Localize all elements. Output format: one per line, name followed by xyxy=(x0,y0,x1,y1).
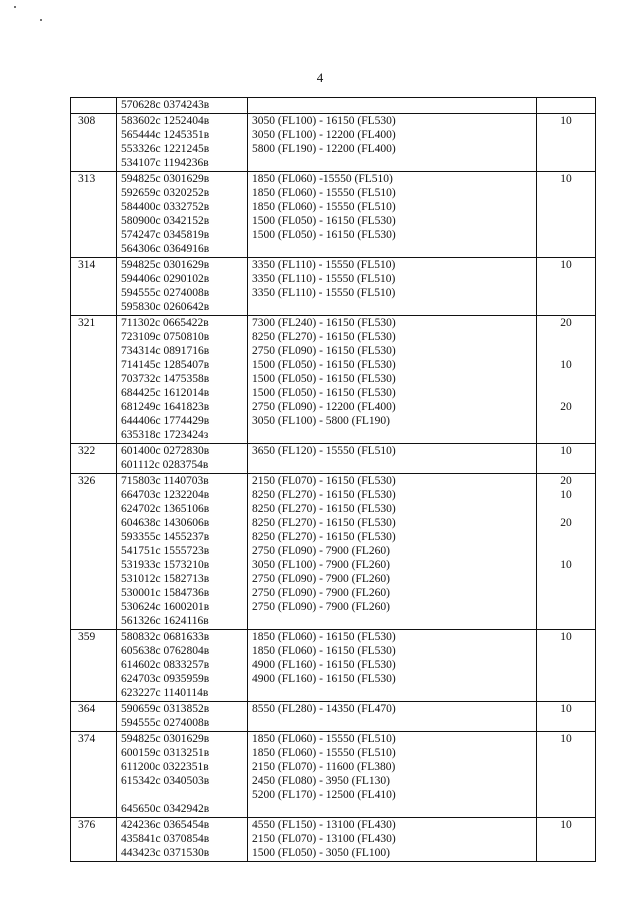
value-line xyxy=(537,644,595,658)
waypoint-cell xyxy=(117,258,248,316)
waypoint-cell xyxy=(117,818,248,862)
value-line xyxy=(537,386,595,400)
value-line xyxy=(537,846,595,860)
route-group-row xyxy=(71,98,596,114)
value-line xyxy=(537,300,595,314)
waypoint-line: 583602c 1252404в xyxy=(121,115,210,127)
value-line xyxy=(537,242,595,256)
waypoint-line: 703732c 1475358в xyxy=(121,373,210,385)
waypoint-line: 645650c 0342942в xyxy=(121,803,210,815)
value-cell xyxy=(537,702,596,732)
waypoint-line: 565444c 1245351в xyxy=(121,129,210,141)
flight-level-line: 1500 (FL050) - 16150 (FL530) xyxy=(252,359,396,371)
flight-level-line: 3050 (FL100) - 5800 (FL190) xyxy=(252,415,390,427)
flight-level-line: 1500 (FL050) - 3050 (FL100) xyxy=(252,847,390,859)
value-line xyxy=(537,760,595,774)
waypoint-line: 594825c 0301629в xyxy=(121,173,210,185)
waypoint-line: 424236c 0365454в xyxy=(121,819,210,831)
waypoint-line: 681249c 1641823в xyxy=(121,401,210,413)
flight-level-line: 3350 (FL110) - 15550 (FL510) xyxy=(252,287,396,299)
scan-speck xyxy=(14,6,16,8)
flight-level-line: 1500 (FL050) - 16150 (FL530) xyxy=(252,215,396,227)
value-cell xyxy=(537,630,596,702)
waypoint-line: 594825c 0301629в xyxy=(121,733,210,745)
waypoint-line xyxy=(117,788,247,802)
flight-level-line: 1850 (FL060) - 15550 (FL510) xyxy=(252,747,396,759)
value-line: 10 xyxy=(560,359,572,371)
flight-level-line: 2750 (FL090) - 16150 (FL530) xyxy=(252,345,396,357)
value-line: 10 xyxy=(560,445,572,457)
waypoint-cell xyxy=(117,732,248,818)
value-line xyxy=(537,156,595,170)
waypoint-line: 593355c 1455237в xyxy=(121,531,210,543)
waypoint-line: 541751c 1555723в xyxy=(121,545,210,557)
value-line xyxy=(537,586,595,600)
waypoint-line: 590659c 0313852в xyxy=(121,703,210,715)
value-cell xyxy=(537,114,596,172)
flight-level-line: 8250 (FL270) - 16150 (FL530) xyxy=(252,531,396,543)
route-number-cell: 308 xyxy=(71,114,117,172)
waypoint-cell xyxy=(117,114,248,172)
waypoint-line: 615342c 0340503в xyxy=(121,775,210,787)
waypoint-line: 605638c 0762804в xyxy=(121,645,210,657)
value-line xyxy=(537,458,595,472)
route-number-cell: 313 xyxy=(71,172,117,258)
flight-level-line: 1500 (FL050) - 16150 (FL530) xyxy=(252,387,396,399)
route-number-cell: 376 xyxy=(71,818,117,862)
flight-level-line: 1500 (FL050) - 16150 (FL530) xyxy=(252,373,396,385)
value-line xyxy=(537,614,595,628)
waypoint-line: 574247c 0345819в xyxy=(121,229,210,241)
flight-level-cell xyxy=(248,172,537,258)
flight-level-line: 2750 (FL090) - 7900 (FL260) xyxy=(252,601,390,613)
value-line: 10 xyxy=(560,489,572,501)
value-cell xyxy=(537,98,596,114)
value-line xyxy=(537,200,595,214)
flight-level-line: 8250 (FL270) - 16150 (FL530) xyxy=(252,503,396,515)
flight-level-line: 5800 (FL190) - 12200 (FL400) xyxy=(252,143,396,155)
value-cell xyxy=(537,316,596,444)
route-number-cell: 374 xyxy=(71,732,117,818)
waypoint-line: 530001c 1584736в xyxy=(121,587,210,599)
flight-level-line xyxy=(248,428,536,442)
flight-level-cell xyxy=(248,702,537,732)
waypoint-cell xyxy=(117,172,248,258)
flight-level-line: 1500 (FL050) - 16150 (FL530) xyxy=(252,229,396,241)
waypoint-cell xyxy=(117,444,248,474)
flight-level-line: 1850 (FL060) - 15550 (FL510) xyxy=(252,201,396,213)
flight-level-line: 1850 (FL060) - 15550 (FL510) xyxy=(252,187,396,199)
flight-level-line xyxy=(248,686,536,700)
waypoint-line: 530624c 1600201в xyxy=(121,601,210,613)
value-line xyxy=(537,344,595,358)
value-line xyxy=(537,746,595,760)
flight-level-line: 1850 (FL060) - 15550 (FL510) xyxy=(252,733,396,745)
waypoint-line: 624702c 1365106в xyxy=(121,503,210,515)
waypoint-line: 584400c 0332752в xyxy=(121,201,210,213)
flight-level-cell xyxy=(248,630,537,702)
waypoint-line: 714145c 1285407в xyxy=(121,359,210,371)
flight-level-cell xyxy=(248,98,537,114)
route-group-row xyxy=(71,258,596,316)
flight-level-cell xyxy=(248,114,537,172)
value-line xyxy=(537,414,595,428)
flight-level-line xyxy=(248,98,536,112)
route-group-row xyxy=(71,630,596,702)
value-line xyxy=(537,572,595,586)
scan-speck xyxy=(40,19,42,21)
waypoint-line: 595830c 0260642в xyxy=(121,301,210,313)
route-group-row xyxy=(71,444,596,474)
page-number: 4 xyxy=(316,70,324,85)
flight-level-line xyxy=(248,614,536,628)
value-cell xyxy=(537,474,596,630)
waypoint-line: 664703c 1232204в xyxy=(121,489,210,501)
value-line: 10 xyxy=(560,819,572,831)
route-number-cell: 364 xyxy=(71,702,117,732)
flight-level-line: 4550 (FL150) - 13100 (FL430) xyxy=(252,819,396,831)
route-number-cell xyxy=(71,98,117,114)
flight-level-line: 3050 (FL100) - 7900 (FL260) xyxy=(252,559,390,571)
waypoint-line: 723109c 0750810в xyxy=(121,331,210,343)
waypoint-cell xyxy=(117,630,248,702)
flight-level-line: 2750 (FL090) - 7900 (FL260) xyxy=(252,587,390,599)
waypoint-cell xyxy=(117,98,248,114)
value-line: 10 xyxy=(560,733,572,745)
flight-level-line: 3650 (FL120) - 15550 (FL510) xyxy=(252,445,396,457)
flight-level-line xyxy=(248,156,536,170)
flight-level-line: 8550 (FL280) - 14350 (FL470) xyxy=(252,703,396,715)
waypoint-line: 594825c 0301629в xyxy=(121,259,210,271)
route-group-row xyxy=(71,114,596,172)
flight-level-line xyxy=(248,802,536,816)
flight-level-line: 7300 (FL240) - 16150 (FL530) xyxy=(252,317,396,329)
flight-level-line: 2150 (FL070) - 16150 (FL530) xyxy=(252,475,396,487)
flight-level-cell xyxy=(248,732,537,818)
route-number-cell: 326 xyxy=(71,474,117,630)
waypoint-cell xyxy=(117,702,248,732)
waypoint-line: 561326c 1624116в xyxy=(121,615,209,627)
value-line xyxy=(537,600,595,614)
flight-level-line: 1850 (FL060) - 16150 (FL530) xyxy=(252,645,396,657)
route-table xyxy=(70,97,596,862)
flight-level-line: 8250 (FL270) - 16150 (FL530) xyxy=(252,331,396,343)
waypoint-line: 594406c 0290102в xyxy=(121,273,210,285)
value-line xyxy=(537,142,595,156)
waypoint-line: 564306c 0364916в xyxy=(121,243,210,255)
route-number-cell: 314 xyxy=(71,258,117,316)
waypoint-line: 443423c 0371530в xyxy=(121,847,210,859)
value-line: 10 xyxy=(560,115,572,127)
flight-level-line: 4900 (FL160) - 16150 (FL530) xyxy=(252,673,396,685)
flight-level-cell xyxy=(248,818,537,862)
waypoint-line: 600159c 0313251в xyxy=(121,747,210,759)
value-line xyxy=(537,802,595,816)
flight-level-cell xyxy=(248,258,537,316)
waypoint-line: 604638c 1430606в xyxy=(121,517,210,529)
value-cell xyxy=(537,258,596,316)
value-cell xyxy=(537,818,596,862)
route-group-row xyxy=(71,316,596,444)
route-number-cell: 359 xyxy=(71,630,117,702)
waypoint-line: 594555c 0274008в xyxy=(121,287,210,299)
value-line xyxy=(537,774,595,788)
route-group-row xyxy=(71,172,596,258)
value-line xyxy=(537,372,595,386)
waypoint-line: 534107c 1194236в xyxy=(121,157,209,169)
value-line xyxy=(537,530,595,544)
value-line xyxy=(537,658,595,672)
flight-level-line: 8250 (FL270) - 16150 (FL530) xyxy=(252,517,396,529)
flight-level-line: 8250 (FL270) - 16150 (FL530) xyxy=(252,489,396,501)
value-cell xyxy=(537,172,596,258)
waypoint-line: 553326c 1221245в xyxy=(121,143,210,155)
flight-level-line: 3350 (FL110) - 15550 (FL510) xyxy=(252,273,396,285)
waypoint-line: 614602c 0833257в xyxy=(121,659,210,671)
value-line: 20 xyxy=(560,317,572,329)
flight-level-cell xyxy=(248,474,537,630)
waypoint-line: 624703c 0935959в xyxy=(121,673,210,685)
route-number-cell: 321 xyxy=(71,316,117,444)
value-line xyxy=(537,832,595,846)
value-line xyxy=(537,98,595,112)
waypoint-line: 594555c 0274008в xyxy=(121,717,210,729)
route-group-row xyxy=(71,732,596,818)
flight-level-line: 4900 (FL160) - 16150 (FL530) xyxy=(252,659,396,671)
route-group-row xyxy=(71,818,596,862)
flight-level-line xyxy=(248,242,536,256)
route-group-row xyxy=(71,702,596,732)
value-line xyxy=(537,272,595,286)
value-line: 20 xyxy=(560,517,572,529)
value-line: 10 xyxy=(560,559,572,571)
value-cell xyxy=(537,444,596,474)
waypoint-line: 570628c 0374243в xyxy=(121,99,210,111)
value-line: 10 xyxy=(560,259,572,271)
waypoint-line: 592659c 0320252в xyxy=(121,187,210,199)
flight-level-line xyxy=(248,458,536,472)
waypoint-line: 435841c 0370854в xyxy=(121,833,210,845)
flight-level-line: 1850 (FL060) - 16150 (FL530) xyxy=(252,631,396,643)
flight-level-line: 1850 (FL060) -15550 (FL510) xyxy=(252,173,393,185)
waypoint-cell xyxy=(117,474,248,630)
flight-level-line: 3050 (FL100) - 16150 (FL530) xyxy=(252,115,396,127)
waypoint-line: 531012c 1582713в xyxy=(121,573,210,585)
route-table-body xyxy=(71,98,596,862)
flight-level-line: 3050 (FL100) - 12200 (FL400) xyxy=(252,129,396,141)
value-line xyxy=(537,544,595,558)
route-number-cell: 322 xyxy=(71,444,117,474)
value-line xyxy=(537,214,595,228)
route-group-row xyxy=(71,474,596,630)
waypoint-line: 531933c 1573210в xyxy=(121,559,210,571)
waypoint-line: 601112c 0283754в xyxy=(121,459,209,471)
flight-level-line: 2150 (FL070) - 13100 (FL430) xyxy=(252,833,396,845)
flight-level-line: 2750 (FL090) - 7900 (FL260) xyxy=(252,545,390,557)
value-line xyxy=(537,686,595,700)
value-line xyxy=(537,286,595,300)
waypoint-line: 635318c 1723424з xyxy=(121,429,209,441)
value-line xyxy=(537,428,595,442)
value-line: 10 xyxy=(560,703,572,715)
value-line xyxy=(537,502,595,516)
waypoint-line: 623227c 1140114в xyxy=(121,687,209,699)
value-line: 20 xyxy=(560,401,572,413)
value-line xyxy=(537,128,595,142)
waypoint-line: 611200c 0322351в xyxy=(121,761,209,773)
waypoint-cell xyxy=(117,316,248,444)
flight-level-line: 5200 (FL170) - 12500 (FL410) xyxy=(252,789,396,801)
flight-level-line xyxy=(248,300,536,314)
waypoint-line: 580832c 0681633в xyxy=(121,631,210,643)
value-line: 10 xyxy=(560,631,572,643)
flight-level-line: 2750 (FL090) - 7900 (FL260) xyxy=(252,573,390,585)
value-cell xyxy=(537,732,596,818)
waypoint-line: 601400c 0272830в xyxy=(121,445,210,457)
flight-level-line: 2450 (FL080) - 3950 (FL130) xyxy=(252,775,390,787)
waypoint-line: 684425c 1612014в xyxy=(121,387,210,399)
value-line: 20 xyxy=(560,475,572,487)
value-line xyxy=(537,788,595,802)
value-line xyxy=(537,672,595,686)
waypoint-line: 580900c 0342152в xyxy=(121,215,210,227)
value-line: 10 xyxy=(560,173,572,185)
value-line xyxy=(537,228,595,242)
waypoint-line: 711302c 0665422в xyxy=(121,317,209,329)
flight-level-cell xyxy=(248,444,537,474)
waypoint-line: 734314c 0891716в xyxy=(121,345,210,357)
waypoint-line: 715803c 1140703в xyxy=(121,475,209,487)
flight-level-cell xyxy=(248,316,537,444)
flight-level-line: 2750 (FL090) - 12200 (FL400) xyxy=(252,401,396,413)
flight-level-line: 3350 (FL110) - 15550 (FL510) xyxy=(252,259,396,271)
flight-level-line: 2150 (FL070) - 11600 (FL380) xyxy=(252,761,396,773)
value-line xyxy=(537,716,595,730)
flight-level-line xyxy=(248,716,536,730)
waypoint-line: 644406c 1774429в xyxy=(121,415,210,427)
value-line xyxy=(537,186,595,200)
value-line xyxy=(537,330,595,344)
